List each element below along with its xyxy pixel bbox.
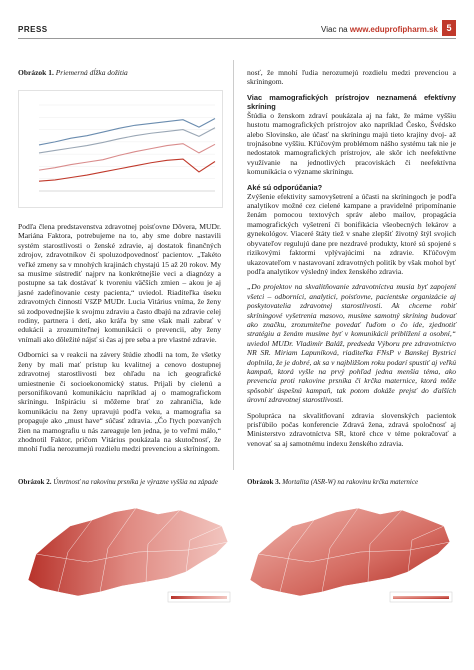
section-text-3: „Do projektov na skvalitňovanie zdravotníctva musia byť zapojení všetci – odborníci, analytici, poisťovne, pacientske organizácie aj poskytovatelia zdravotnej starostlivosti. Ak chceme robiť skríningové vyšetrenia masovo, musíme samotný skríning budovať ako značku, zrozumiteľne povedať ľuďom o čo ide, zjednotiť stratégiu a ženám musíme byť v komunikácii priblížení a osobní,“ uviedol MUDr. Vladimír Baláž, predseda Výboru pre zdravotníctvo NR SR. Miriam Lapuníková, riaditeľka FNsP v Banskej Bystrici doplnila, že je dobré, ak sa v najbližšom roku podarí spustiť aj veľkú kampaň, ktorá vyšle na prvý pohľad jedna menšia téma, ako prevencia proti rakovine prsníka či krčka maternice, ktorá môže spôsobiť úspešnú kampaň, tak potom dokáže prejsť do ďalších úrovní zdravotnej starostlivosti. [247, 282, 456, 405]
figure3-label: Obrázok 3. [247, 478, 281, 486]
breast-cancer-map [18, 492, 238, 610]
section-label: PRESS [18, 25, 48, 34]
via-prefix: Viac na [321, 25, 348, 34]
figure3-caption [247, 478, 418, 487]
section-text-4: Spolupráca na skvalitňovaní zdravia slovenských pacientok prisľúbilo počas konferencie Zdravá žena, zdravá spoločnosť aj Ministerstvo zdravotníctva SR, ktoré chce v téme pokračovať a venovať sa aj samotnému indexu ženského zdravia. [247, 410, 456, 448]
site-link[interactable] [321, 25, 438, 34]
column-divider [233, 60, 234, 470]
paragraph-2: Odborníci sa v reakcii na závery štúdie zhodli na tom, že všetky ženy by mali mať prístup ku kvalitnej a cenovo dostupnej zdravotnej starostlivosti bez ohľadu na ich geografické umiestnenie či socioekonomický status. Prijali by cielenú a personifikovanú komunikáciu napríklad aj o mamografickom skríningu. Inšpiráciu si môžeme brať zo zahraničia, kde komunikáciu na ženy upravujú podľa veku, a mamografia sa propaguje ako „must have“ súčasť zdravia. „Čo ľtych pozvaných žien na mamografiu u nás zareaguje len jedna, je to veľmi málo,“ zhodnotil Faktor, pričom Vitárius poukázala na skutočnosť, že mnohí ľudia nerozumejú rozdielu medzi prevenciou a skríningom. [18, 350, 221, 454]
figure2-label: Obrázok 2. [18, 478, 52, 486]
right-top-paragraph: nosť, že mnohí ľudia nerozumejú rozdielu medzi prevenciou a skríningom. [247, 68, 456, 87]
cervical-cancer-map-svg [240, 492, 460, 610]
slovakia-map-shape [250, 508, 450, 596]
figure1-label: Obrázok 1. [18, 68, 54, 77]
figure1-caption [18, 68, 221, 77]
slovakia-map-shape [28, 508, 228, 596]
life-expectancy-chart-svg [19, 91, 222, 207]
page-number: 5 [442, 20, 456, 36]
figure2-title: Úmrtnosť na rakovinu prsníka je výrazne vyššia na západe [53, 478, 218, 486]
left-column [18, 222, 221, 460]
section-heading-1: Viac mamografických prístrojov neznamená efektívny skríning [247, 92, 456, 111]
series-line-4 [39, 159, 215, 181]
figure1-title: Priemerná dĺžka dožitia [55, 68, 128, 77]
series-line-2 [39, 128, 215, 153]
map-legend-scale [393, 596, 449, 599]
map-legend-scale [171, 596, 227, 599]
series-line-3 [39, 144, 215, 170]
site-url[interactable]: www.eduprofipharm.sk [349, 25, 438, 34]
right-column [247, 68, 456, 454]
figure2-caption [18, 478, 218, 487]
section-text-1: Štúdia o ženskom zdraví poukázala aj na fakt, že máme vyššiu hustotu mamografických prístrojov ako napríklad Česko, Švédsko alebo Slovinsko, ale účasť na skríningu majú tieto krajiny dvoj- až trojnásobne vyššiu. Kľúčovým problémom nášho systému tak nie je nedostatok mamografických prístrojov, ale skôr ich neefektívne využívanie na jednotlivých pracoviskách či neefektívna komunikácia o význame skríningu. [247, 110, 456, 177]
page-header [0, 0, 474, 46]
figure3-title: Mortalita (ASR-W) na rakovinu krčka maternice [282, 478, 419, 486]
section-heading-2: Aké sú odporúčania? [247, 182, 323, 192]
cervical-cancer-map [240, 492, 460, 610]
breast-cancer-map-svg [18, 492, 238, 610]
header-divider [18, 38, 456, 39]
life-expectancy-chart [18, 90, 223, 208]
section-text-2: Zvýšenie efektivity samovyšetrení a účasti na skríningoch je podľa analytikov možné cez cielené kampane a pravidelné pripomínanie ženám pomocou textových správ alebo mailov, propagácia mamografických vyšetrení či bonifikácia všeobecných lekárov a gynekológov. Viaceré štáty tiež v snahe zlepšiť životný štýl svojich obyvateľov regulujú dane pre nezdravé produkty, ktoré sú spojené s rizikovými faktormi vplývajúcimi na zdravie. Kľúčovým ukazovateľom v nastavovaní zdravotných politík by však mohol byť podľa analytikov výsledný index ženského zdravia. [247, 191, 456, 276]
paragraph-1: Podľa člena predstavenstva zdravotnej poisťovne Dôvera, MUDr. Mariána Faktora, potrebujeme na to, aby sme dobre nastavili systém starostlivosti o ženské zdravie, aj dostatok finančných zdrojov, zdravotníkov či spoluzodpovednosť pacientov. „Takéto veľké zmeny sa v mnohých krajinách chystajú 15 až 20 rokov. My sa musíme sústrediť najprv na konkrétnejšie veci a diagnózy a postupne sa tak dostávať k tvoreniu väčších zmien – akou je aj jasné zadefinovanie cesty pacienta,“ uviedol. Riaditeľka úseku zdravotných činností VšZP MUDr. Lucia Vitárius vníma, že ženy sú zodpovednejšie k svojmu zdraviu a často dbajú na zdravie celej rodiny, partnera i detí, ako kráľa by sme však mali zabrať v edukácii a zrozumiteľnej komunikácii o prevencii, aby ženy vnímali ako dôležité nájsť si čas aj pre seba a pre vlastné zdravie. [18, 222, 221, 344]
